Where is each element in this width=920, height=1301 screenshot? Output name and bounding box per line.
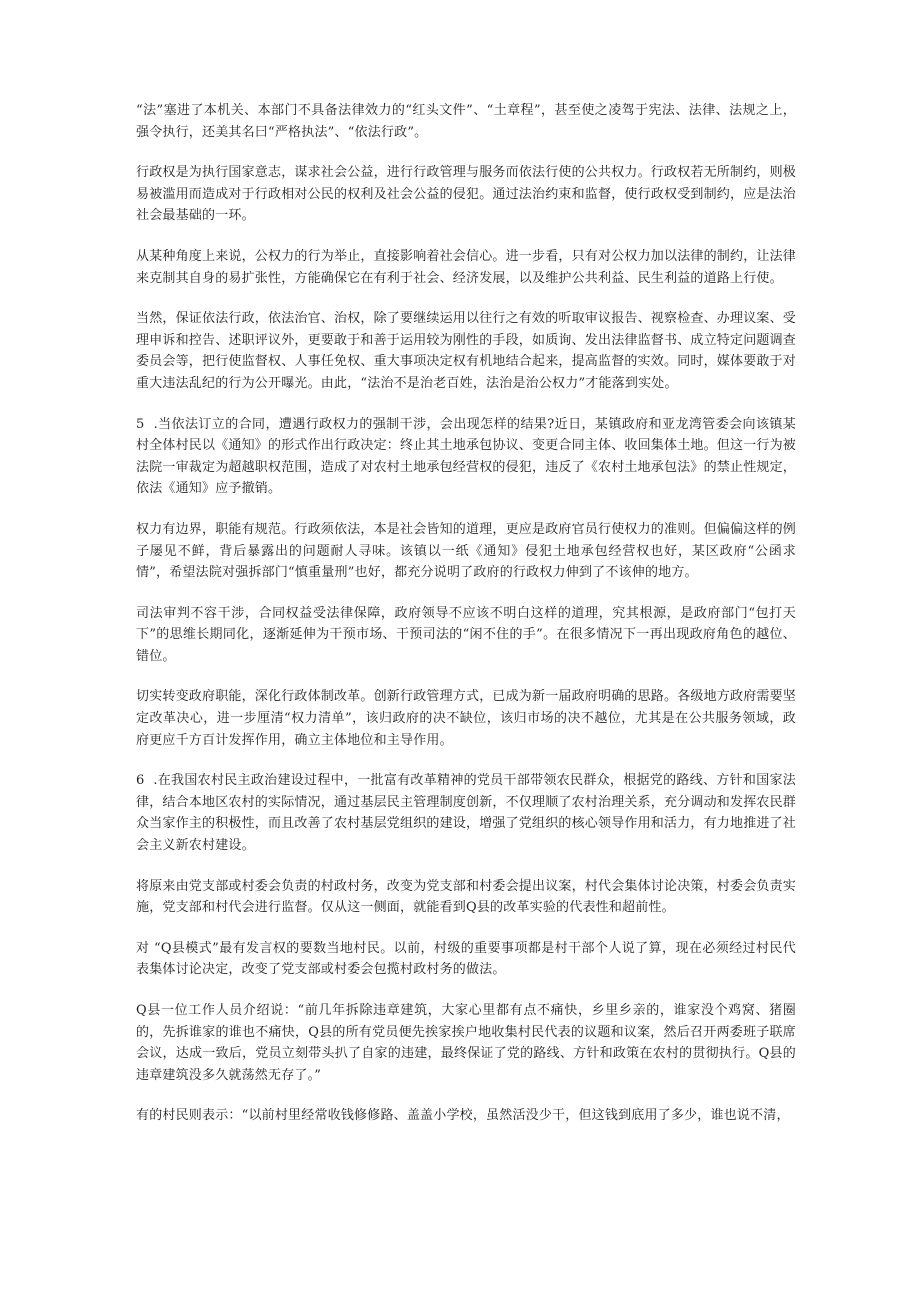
paragraph-6: 权力有边界，职能有规范。行政须依法，本是社会皆知的道理，更应是政府官员行使权力的准则。但偏偏这样的例子屡见不鲜，背后暴露出的问题耐人寻味。该镇以一纸《通知》侵犯土地承包经营权也好，某区政府“公函求情”，希望法院对强拆部门“慎重量刑”也好，都充分说明了政府的行政权力伸到了不该伸的地方。 [136, 521, 797, 581]
paragraph-8: 切实转变政府职能，深化行政体制改革。创新行政管理方式，已成为新一届政府明确的思路。各级地方政府需要坚定改革决心，进一步厘清“权力清单”，该归政府的决不缺位，该归市场的决不越位，尤其是在公共服务领域，政府更应千方百计发挥作用，确立主体地位和主导作用。 [136, 689, 797, 748]
paragraph-9: 6 .在我国农村民主政治建设过程中，一批富有改革精神的党员干部带领农民群众，根据党的路线、方针和国家法律，结合本地区农村的实际情况，通过基层民主管理制度创新，不仅理顺了农村治理关系，充分调动和发挥农民群众当家作主的积极性，而且改善了农村基层党组织的建设，增强了党组织的核心领导作用和活力，有力地推进了社会主义新农村建设。 [136, 773, 797, 854]
paragraph-2: 行政权是为执行国家意志，谋求社会公益，进行行政管理与服务而依法行使的公共权力。行政权若无所制约，则极易被滥用而造成对于行政相对公民的权利及社会公益的侵犯。通过法治约束和监督，使行政权受到制约，应是法治社会最基础的一环。 [136, 165, 797, 224]
paragraph-13: 有的村民则表示：“以前村里经常收钱修修路、盖盖小学校，虽然活没少干，但这钱到底用了多少，谁也说不清， [136, 1108, 790, 1124]
paragraph-3: 从某种角度上来说，公权力的行为举止，直接影响着社会信心。进一步看，只有对公权力加以法律的制约，让法律来克制其自身的易扩张性，方能确保它在有利于社会、经济发展，以及维护公共利益、民生利益的道路上行使。 [136, 248, 797, 286]
paragraph-10: 将原来由党支部或村委会负责的村政村务，改变为党支部和村委会提出议案，村代会集体讨论决策，村委会负责实施，党支部和村代会进行监督。仅从这一侧面，就能看到Q县的改革实验的代表性和超前性。 [136, 878, 797, 916]
paragraph-4: 当然，保证依法行政，依法治官、治权，除了要继续运用以往行之有效的听取审议报告、视察检查、办理议案、受理申诉和控告、述职评议外，更要敢于和善于运用较为刚性的手段，如质询、发出法律监督书、成立特定问题调查委员会等，把行使监督权、人事任免权、重大事项决定权有机地结合起来，提高监督的实效。同时，媒体要敢于对重大违法乱纪的行为公开曝光。由此，“法治不是治老百姓，法治是治公权力”才能落到实处。 [136, 311, 797, 391]
paragraph-12: Q县一位工作人员介绍说：“前几年拆除违章建筑，大家心里都有点不痛快，乡里乡亲的，谁家没个鸡窝、猪圈的，先拆谁家的谁也不痛快，Q县的所有党员便先挨家挨户地收集村民代表的议题和议案，然后召开两委班子联席会议，达成一致后，党员立刻带头扒了自家的违建，最终保证了党的路线、方针和政策在农村的贯彻执行。Q县的违章建筑没多久就荡然无存了。” [136, 1003, 796, 1083]
paragraph-7: 司法审判不容干涉，合同权益受法律保障，政府领导不应该不明白这样的道理，究其根源，是政府部门“包打天下”的思维长期同化，逐渐延伸为干预市场、干预司法的“闲不住的手”。在很多情况下一再出现政府角色的越位、错位。 [136, 605, 796, 664]
paragraph-5: 5 .当依法订立的合同，遭遇行政权力的强制干涉，会出现怎样的结果?近日，某镇政府和亚龙湾管委会向该镇某村全体村民以《通知》的形式作出行政决定：终止其土地承包协议、变更合同主体、收回集体土地。但这一行为被法院一审裁定为超越职权范围，造成了对农村土地承包经营权的侵犯，违反了《农村土地承包法》的禁止性规定，依法《通知》应予撤销。 [136, 416, 797, 497]
paragraph-1: “法”塞进了本机关、本部门不具备法律效力的“红头文件”、“土章程”，甚至使之凌驾于宪法、法律、法规之上，强令执行，还美其名曰“严格执法”、“依法行政”。 [136, 103, 796, 140]
paragraph-11: 对 “Q县模式”最有发言权的要数当地村民。以前，村级的重要事项都是村干部个人说了算，现在必须经过村民代表集体讨论决定，改变了党支部或村委会包揽村政村务的做法。 [136, 940, 796, 978]
document-body [136, 100, 796, 1127]
